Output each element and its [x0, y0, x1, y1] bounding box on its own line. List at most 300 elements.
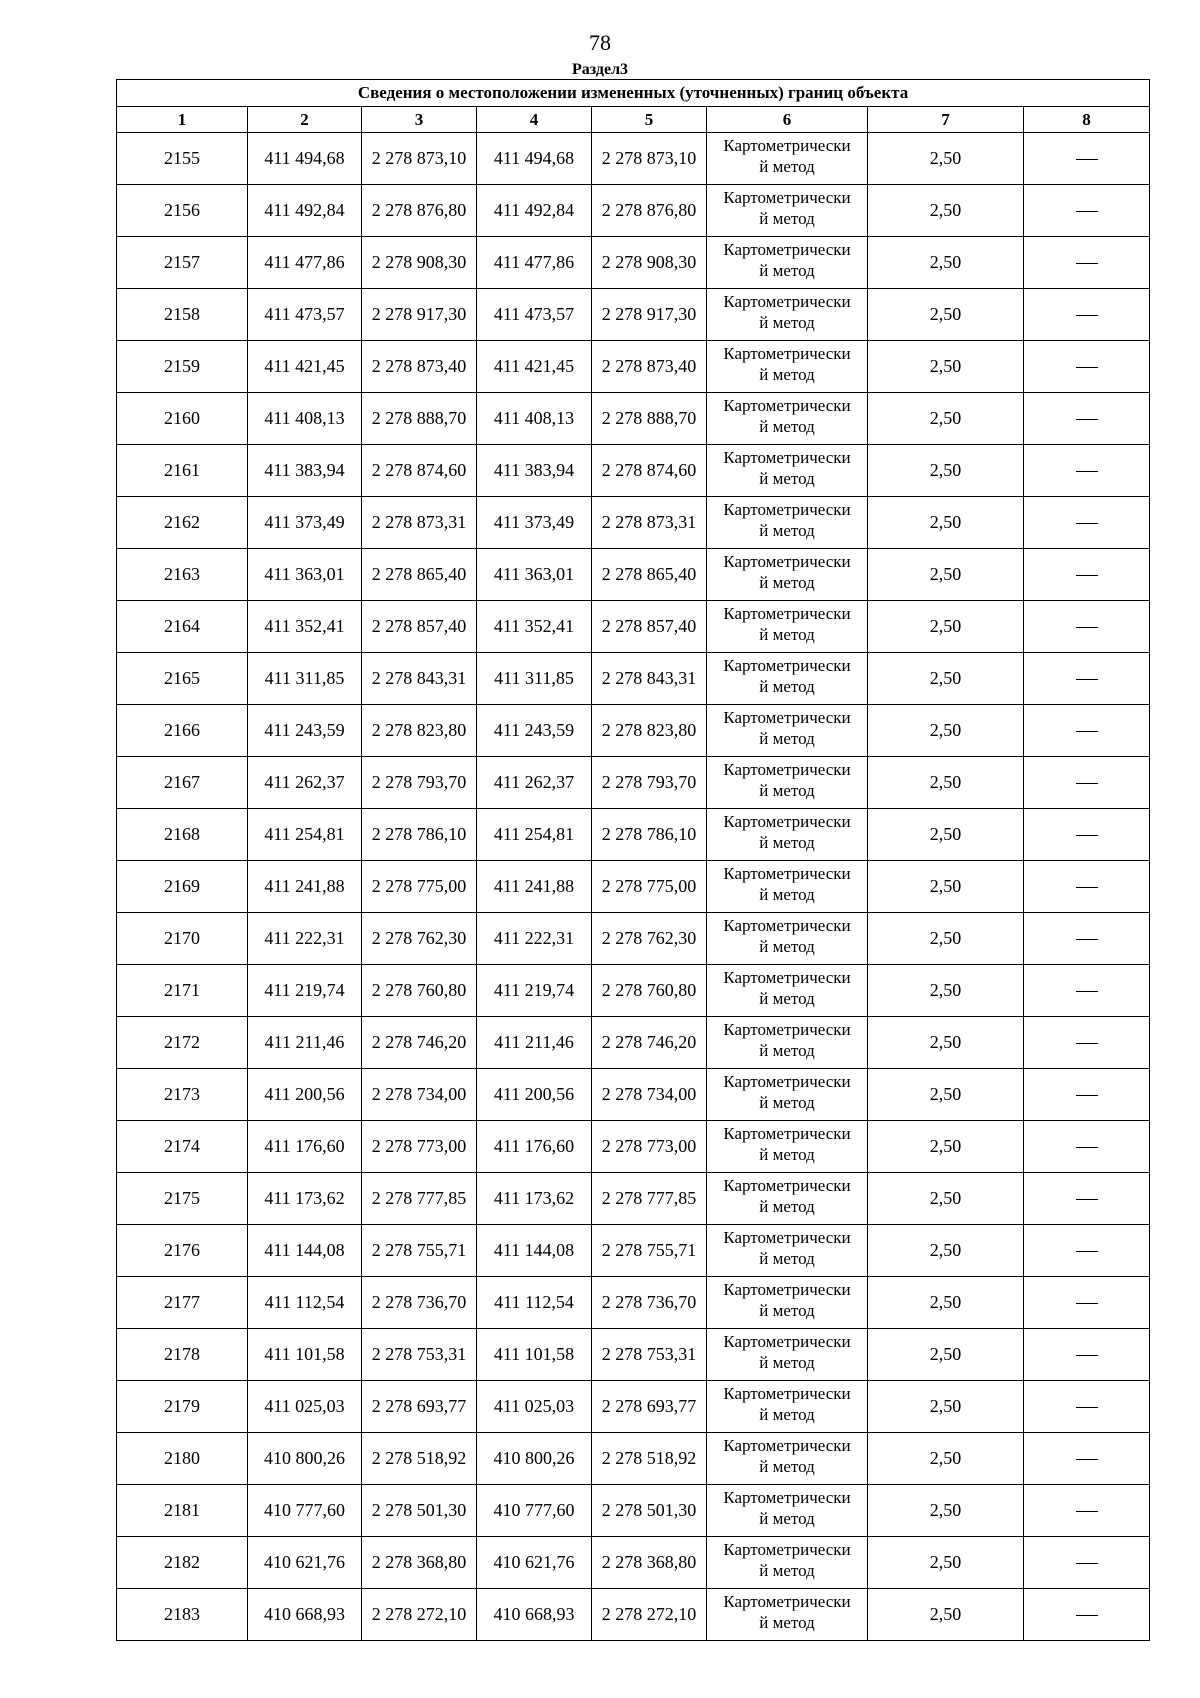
y-coordinate-cell: 2 278 368,80 [592, 1537, 707, 1589]
method-line-1: Картометрически [723, 1332, 851, 1351]
point-number-cell: 2175 [117, 1173, 248, 1225]
em-dash-icon [1076, 627, 1098, 628]
table-row [117, 1537, 1150, 1589]
method-line-1: Картометрически [723, 708, 851, 727]
precision-cell: 2,50 [868, 133, 1024, 185]
empty-value-cell [1024, 1225, 1150, 1277]
x-coordinate-cell: 411 222,31 [248, 913, 362, 965]
y-coordinate-cell: 2 278 693,77 [592, 1381, 707, 1433]
boundary-coordinates-table [116, 79, 1150, 1641]
method-line-1: Картометрически [723, 1384, 851, 1403]
empty-value-cell [1024, 965, 1150, 1017]
method-line-2: й метод [759, 365, 815, 384]
x-coordinate-cell: 411 262,37 [477, 757, 592, 809]
table-body [117, 133, 1150, 1641]
method-line-1: Картометрически [723, 864, 851, 883]
method-cell [707, 133, 868, 185]
em-dash-icon [1076, 1303, 1098, 1304]
em-dash-icon [1076, 419, 1098, 420]
y-coordinate-cell: 2 278 865,40 [592, 549, 707, 601]
y-coordinate-cell: 2 278 873,31 [362, 497, 477, 549]
y-coordinate-cell: 2 278 793,70 [362, 757, 477, 809]
x-coordinate-cell: 411 211,46 [248, 1017, 362, 1069]
point-number-cell: 2174 [117, 1121, 248, 1173]
method-line-2: й метод [759, 625, 815, 644]
y-coordinate-cell: 2 278 786,10 [362, 809, 477, 861]
empty-value-cell [1024, 341, 1150, 393]
y-coordinate-cell: 2 278 777,85 [362, 1173, 477, 1225]
x-coordinate-cell: 410 668,93 [477, 1589, 592, 1641]
x-coordinate-cell: 410 800,26 [477, 1433, 592, 1485]
x-coordinate-cell: 411 112,54 [248, 1277, 362, 1329]
method-line-1: Картометрически [723, 552, 851, 571]
y-coordinate-cell: 2 278 876,80 [362, 185, 477, 237]
method-cell [707, 653, 868, 705]
y-coordinate-cell: 2 278 518,92 [362, 1433, 477, 1485]
em-dash-icon [1076, 1407, 1098, 1408]
table-row [117, 1017, 1150, 1069]
em-dash-icon [1076, 367, 1098, 368]
table-row [117, 445, 1150, 497]
method-line-2: й метод [759, 1093, 815, 1112]
point-number-cell: 2156 [117, 185, 248, 237]
y-coordinate-cell: 2 278 693,77 [362, 1381, 477, 1433]
point-number-cell: 2179 [117, 1381, 248, 1433]
y-coordinate-cell: 2 278 762,30 [362, 913, 477, 965]
y-coordinate-cell: 2 278 793,70 [592, 757, 707, 809]
empty-value-cell [1024, 1173, 1150, 1225]
table-row [117, 861, 1150, 913]
method-cell [707, 601, 868, 653]
method-line-1: Картометрически [723, 1436, 851, 1455]
x-coordinate-cell: 411 176,60 [248, 1121, 362, 1173]
method-line-2: й метод [759, 313, 815, 332]
method-line-2: й метод [759, 1301, 815, 1320]
precision-cell: 2,50 [868, 965, 1024, 1017]
point-number-cell: 2165 [117, 653, 248, 705]
point-number-cell: 2169 [117, 861, 248, 913]
y-coordinate-cell: 2 278 908,30 [362, 237, 477, 289]
precision-cell: 2,50 [868, 809, 1024, 861]
em-dash-icon [1076, 783, 1098, 784]
method-line-1: Картометрически [723, 1540, 851, 1559]
em-dash-icon [1076, 1563, 1098, 1564]
precision-cell: 2,50 [868, 861, 1024, 913]
precision-cell: 2,50 [868, 549, 1024, 601]
method-line-1: Картометрически [723, 968, 851, 987]
method-line-1: Картометрически [723, 448, 851, 467]
precision-cell: 2,50 [868, 601, 1024, 653]
y-coordinate-cell: 2 278 865,40 [362, 549, 477, 601]
empty-value-cell [1024, 861, 1150, 913]
method-line-1: Картометрически [723, 500, 851, 519]
em-dash-icon [1076, 1199, 1098, 1200]
y-coordinate-cell: 2 278 888,70 [592, 393, 707, 445]
method-line-1: Картометрически [723, 292, 851, 311]
x-coordinate-cell: 411 176,60 [477, 1121, 592, 1173]
x-coordinate-cell: 411 200,56 [477, 1069, 592, 1121]
column-header-3: 3 [362, 107, 477, 133]
table-row [117, 289, 1150, 341]
precision-cell: 2,50 [868, 341, 1024, 393]
em-dash-icon [1076, 1459, 1098, 1460]
em-dash-icon [1076, 471, 1098, 472]
point-number-cell: 2182 [117, 1537, 248, 1589]
x-coordinate-cell: 411 477,86 [248, 237, 362, 289]
y-coordinate-cell: 2 278 753,31 [362, 1329, 477, 1381]
empty-value-cell [1024, 289, 1150, 341]
y-coordinate-cell: 2 278 873,40 [362, 341, 477, 393]
x-coordinate-cell: 410 777,60 [477, 1485, 592, 1537]
point-number-cell: 2177 [117, 1277, 248, 1329]
method-cell [707, 341, 868, 393]
x-coordinate-cell: 411 211,46 [477, 1017, 592, 1069]
method-line-2: й метод [759, 573, 815, 592]
method-line-1: Картометрически [723, 396, 851, 415]
x-coordinate-cell: 411 311,85 [248, 653, 362, 705]
y-coordinate-cell: 2 278 857,40 [362, 601, 477, 653]
x-coordinate-cell: 411 352,41 [248, 601, 362, 653]
x-coordinate-cell: 411 241,88 [477, 861, 592, 913]
x-coordinate-cell: 411 243,59 [477, 705, 592, 757]
x-coordinate-cell: 411 219,74 [477, 965, 592, 1017]
method-line-1: Картометрически [723, 1020, 851, 1039]
point-number-cell: 2155 [117, 133, 248, 185]
em-dash-icon [1076, 1043, 1098, 1044]
column-header-5: 5 [592, 107, 707, 133]
empty-value-cell [1024, 133, 1150, 185]
precision-cell: 2,50 [868, 1121, 1024, 1173]
table-row [117, 1277, 1150, 1329]
x-coordinate-cell: 410 621,76 [248, 1537, 362, 1589]
y-coordinate-cell: 2 278 762,30 [592, 913, 707, 965]
x-coordinate-cell: 411 222,31 [477, 913, 592, 965]
method-cell [707, 549, 868, 601]
method-line-2: й метод [759, 989, 815, 1008]
y-coordinate-cell: 2 278 908,30 [592, 237, 707, 289]
point-number-cell: 2171 [117, 965, 248, 1017]
y-coordinate-cell: 2 278 736,70 [362, 1277, 477, 1329]
precision-cell: 2,50 [868, 445, 1024, 497]
empty-value-cell [1024, 497, 1150, 549]
empty-value-cell [1024, 445, 1150, 497]
method-line-2: й метод [759, 781, 815, 800]
method-line-1: Картометрически [723, 344, 851, 363]
column-header-8: 8 [1024, 107, 1150, 133]
y-coordinate-cell: 2 278 873,10 [362, 133, 477, 185]
column-number-row [117, 107, 1150, 133]
precision-cell: 2,50 [868, 1381, 1024, 1433]
x-coordinate-cell: 411 241,88 [248, 861, 362, 913]
table-row [117, 601, 1150, 653]
method-cell [707, 1225, 868, 1277]
point-number-cell: 2167 [117, 757, 248, 809]
precision-cell: 2,50 [868, 237, 1024, 289]
x-coordinate-cell: 411 492,84 [477, 185, 592, 237]
y-coordinate-cell: 2 278 874,60 [592, 445, 707, 497]
empty-value-cell [1024, 1433, 1150, 1485]
x-coordinate-cell: 410 800,26 [248, 1433, 362, 1485]
method-cell [707, 1433, 868, 1485]
method-line-1: Картометрически [723, 1592, 851, 1611]
y-coordinate-cell: 2 278 272,10 [362, 1589, 477, 1641]
method-line-2: й метод [759, 937, 815, 956]
em-dash-icon [1076, 523, 1098, 524]
method-cell [707, 237, 868, 289]
y-coordinate-cell: 2 278 823,80 [592, 705, 707, 757]
empty-value-cell [1024, 549, 1150, 601]
method-line-1: Картометрически [723, 1488, 851, 1507]
method-cell [707, 1017, 868, 1069]
x-coordinate-cell: 411 373,49 [248, 497, 362, 549]
method-line-1: Картометрически [723, 1124, 851, 1143]
method-cell [707, 1069, 868, 1121]
x-coordinate-cell: 411 101,58 [248, 1329, 362, 1381]
x-coordinate-cell: 411 477,86 [477, 237, 592, 289]
method-line-2: й метод [759, 729, 815, 748]
empty-value-cell [1024, 757, 1150, 809]
em-dash-icon [1076, 1095, 1098, 1096]
method-line-2: й метод [759, 1613, 815, 1632]
y-coordinate-cell: 2 278 823,80 [362, 705, 477, 757]
x-coordinate-cell: 411 473,57 [248, 289, 362, 341]
table-row [117, 1589, 1150, 1641]
empty-value-cell [1024, 1485, 1150, 1537]
empty-value-cell [1024, 913, 1150, 965]
table-row [117, 705, 1150, 757]
method-line-1: Картометрически [723, 136, 851, 155]
method-line-2: й метод [759, 157, 815, 176]
column-header-1: 1 [117, 107, 248, 133]
column-header-2: 2 [248, 107, 362, 133]
method-line-2: й метод [759, 885, 815, 904]
precision-cell: 2,50 [868, 1433, 1024, 1485]
point-number-cell: 2160 [117, 393, 248, 445]
method-cell [707, 185, 868, 237]
point-number-cell: 2178 [117, 1329, 248, 1381]
method-line-2: й метод [759, 1249, 815, 1268]
method-line-2: й метод [759, 469, 815, 488]
table-row [117, 1121, 1150, 1173]
x-coordinate-cell: 411 254,81 [248, 809, 362, 861]
table-row [117, 497, 1150, 549]
precision-cell: 2,50 [868, 185, 1024, 237]
table-row [117, 1329, 1150, 1381]
table-row [117, 1225, 1150, 1277]
em-dash-icon [1076, 1511, 1098, 1512]
method-line-1: Картометрически [723, 240, 851, 259]
precision-cell: 2,50 [868, 913, 1024, 965]
y-coordinate-cell: 2 278 734,00 [592, 1069, 707, 1121]
method-cell [707, 913, 868, 965]
y-coordinate-cell: 2 278 760,80 [592, 965, 707, 1017]
method-line-1: Картометрически [723, 1176, 851, 1195]
table-row [117, 1485, 1150, 1537]
y-coordinate-cell: 2 278 736,70 [592, 1277, 707, 1329]
precision-cell: 2,50 [868, 1225, 1024, 1277]
y-coordinate-cell: 2 278 775,00 [592, 861, 707, 913]
point-number-cell: 2183 [117, 1589, 248, 1641]
method-cell [707, 445, 868, 497]
empty-value-cell [1024, 1381, 1150, 1433]
y-coordinate-cell: 2 278 501,30 [362, 1485, 477, 1537]
method-line-2: й метод [759, 1561, 815, 1580]
em-dash-icon [1076, 1251, 1098, 1252]
y-coordinate-cell: 2 278 876,80 [592, 185, 707, 237]
y-coordinate-cell: 2 278 755,71 [592, 1225, 707, 1277]
x-coordinate-cell: 411 262,37 [248, 757, 362, 809]
precision-cell: 2,50 [868, 1589, 1024, 1641]
em-dash-icon [1076, 731, 1098, 732]
y-coordinate-cell: 2 278 857,40 [592, 601, 707, 653]
point-number-cell: 2158 [117, 289, 248, 341]
table-row [117, 549, 1150, 601]
point-number-cell: 2161 [117, 445, 248, 497]
point-number-cell: 2162 [117, 497, 248, 549]
x-coordinate-cell: 411 363,01 [477, 549, 592, 601]
method-line-2: й метод [759, 521, 815, 540]
y-coordinate-cell: 2 278 760,80 [362, 965, 477, 1017]
x-coordinate-cell: 410 777,60 [248, 1485, 362, 1537]
em-dash-icon [1076, 1355, 1098, 1356]
precision-cell: 2,50 [868, 1277, 1024, 1329]
point-number-cell: 2180 [117, 1433, 248, 1485]
point-number-cell: 2164 [117, 601, 248, 653]
x-coordinate-cell: 411 144,08 [477, 1225, 592, 1277]
method-line-2: й метод [759, 677, 815, 696]
method-line-1: Картометрически [723, 760, 851, 779]
point-number-cell: 2176 [117, 1225, 248, 1277]
em-dash-icon [1076, 211, 1098, 212]
precision-cell: 2,50 [868, 1173, 1024, 1225]
x-coordinate-cell: 411 383,94 [477, 445, 592, 497]
table-row [117, 1433, 1150, 1485]
column-header-4: 4 [477, 107, 592, 133]
y-coordinate-cell: 2 278 518,92 [592, 1433, 707, 1485]
empty-value-cell [1024, 1329, 1150, 1381]
method-line-2: й метод [759, 833, 815, 852]
method-line-2: й метод [759, 1405, 815, 1424]
em-dash-icon [1076, 575, 1098, 576]
point-number-cell: 2166 [117, 705, 248, 757]
empty-value-cell [1024, 1277, 1150, 1329]
method-cell [707, 393, 868, 445]
point-number-cell: 2157 [117, 237, 248, 289]
precision-cell: 2,50 [868, 1069, 1024, 1121]
y-coordinate-cell: 2 278 775,00 [362, 861, 477, 913]
column-header-6: 6 [707, 107, 868, 133]
y-coordinate-cell: 2 278 917,30 [592, 289, 707, 341]
precision-cell: 2,50 [868, 1017, 1024, 1069]
y-coordinate-cell: 2 278 753,31 [592, 1329, 707, 1381]
em-dash-icon [1076, 939, 1098, 940]
x-coordinate-cell: 411 421,45 [248, 341, 362, 393]
precision-cell: 2,50 [868, 1537, 1024, 1589]
empty-value-cell [1024, 1069, 1150, 1121]
method-cell [707, 861, 868, 913]
table-row [117, 185, 1150, 237]
method-line-2: й метод [759, 261, 815, 280]
method-cell [707, 705, 868, 757]
em-dash-icon [1076, 679, 1098, 680]
x-coordinate-cell: 411 408,13 [477, 393, 592, 445]
precision-cell: 2,50 [868, 705, 1024, 757]
y-coordinate-cell: 2 278 501,30 [592, 1485, 707, 1537]
x-coordinate-cell: 411 254,81 [477, 809, 592, 861]
table-row [117, 237, 1150, 289]
method-line-2: й метод [759, 1197, 815, 1216]
point-number-cell: 2170 [117, 913, 248, 965]
point-number-cell: 2172 [117, 1017, 248, 1069]
point-number-cell: 2168 [117, 809, 248, 861]
method-line-2: й метод [759, 1457, 815, 1476]
empty-value-cell [1024, 237, 1150, 289]
method-cell [707, 1381, 868, 1433]
method-line-1: Картометрически [723, 812, 851, 831]
x-coordinate-cell: 410 668,93 [248, 1589, 362, 1641]
em-dash-icon [1076, 1615, 1098, 1616]
method-cell [707, 1589, 868, 1641]
precision-cell: 2,50 [868, 289, 1024, 341]
x-coordinate-cell: 411 025,03 [477, 1381, 592, 1433]
method-cell [707, 1485, 868, 1537]
x-coordinate-cell: 411 408,13 [248, 393, 362, 445]
empty-value-cell [1024, 1589, 1150, 1641]
method-cell [707, 965, 868, 1017]
method-cell [707, 497, 868, 549]
y-coordinate-cell: 2 278 873,40 [592, 341, 707, 393]
method-cell [707, 1537, 868, 1589]
em-dash-icon [1076, 315, 1098, 316]
table-row [117, 913, 1150, 965]
x-coordinate-cell: 411 494,68 [248, 133, 362, 185]
em-dash-icon [1076, 835, 1098, 836]
method-line-1: Картометрически [723, 916, 851, 935]
empty-value-cell [1024, 809, 1150, 861]
table-row [117, 965, 1150, 1017]
method-line-2: й метод [759, 1509, 815, 1528]
method-cell [707, 757, 868, 809]
em-dash-icon [1076, 263, 1098, 264]
x-coordinate-cell: 411 243,59 [248, 705, 362, 757]
method-line-2: й метод [759, 417, 815, 436]
y-coordinate-cell: 2 278 917,30 [362, 289, 477, 341]
x-coordinate-cell: 411 473,57 [477, 289, 592, 341]
y-coordinate-cell: 2 278 873,31 [592, 497, 707, 549]
empty-value-cell [1024, 705, 1150, 757]
y-coordinate-cell: 2 278 272,10 [592, 1589, 707, 1641]
empty-value-cell [1024, 393, 1150, 445]
y-coordinate-cell: 2 278 746,20 [362, 1017, 477, 1069]
method-line-2: й метод [759, 1353, 815, 1372]
y-coordinate-cell: 2 278 843,31 [362, 653, 477, 705]
em-dash-icon [1076, 1147, 1098, 1148]
y-coordinate-cell: 2 278 773,00 [592, 1121, 707, 1173]
x-coordinate-cell: 411 352,41 [477, 601, 592, 653]
method-line-2: й метод [759, 1145, 815, 1164]
section-title: Раздел3 [571, 61, 629, 78]
method-line-1: Картометрически [723, 604, 851, 623]
x-coordinate-cell: 411 383,94 [248, 445, 362, 497]
method-cell [707, 1329, 868, 1381]
y-coordinate-cell: 2 278 873,10 [592, 133, 707, 185]
precision-cell: 2,50 [868, 1485, 1024, 1537]
y-coordinate-cell: 2 278 773,00 [362, 1121, 477, 1173]
x-coordinate-cell: 411 421,45 [477, 341, 592, 393]
method-cell [707, 1173, 868, 1225]
x-coordinate-cell: 411 112,54 [477, 1277, 592, 1329]
method-cell [707, 809, 868, 861]
